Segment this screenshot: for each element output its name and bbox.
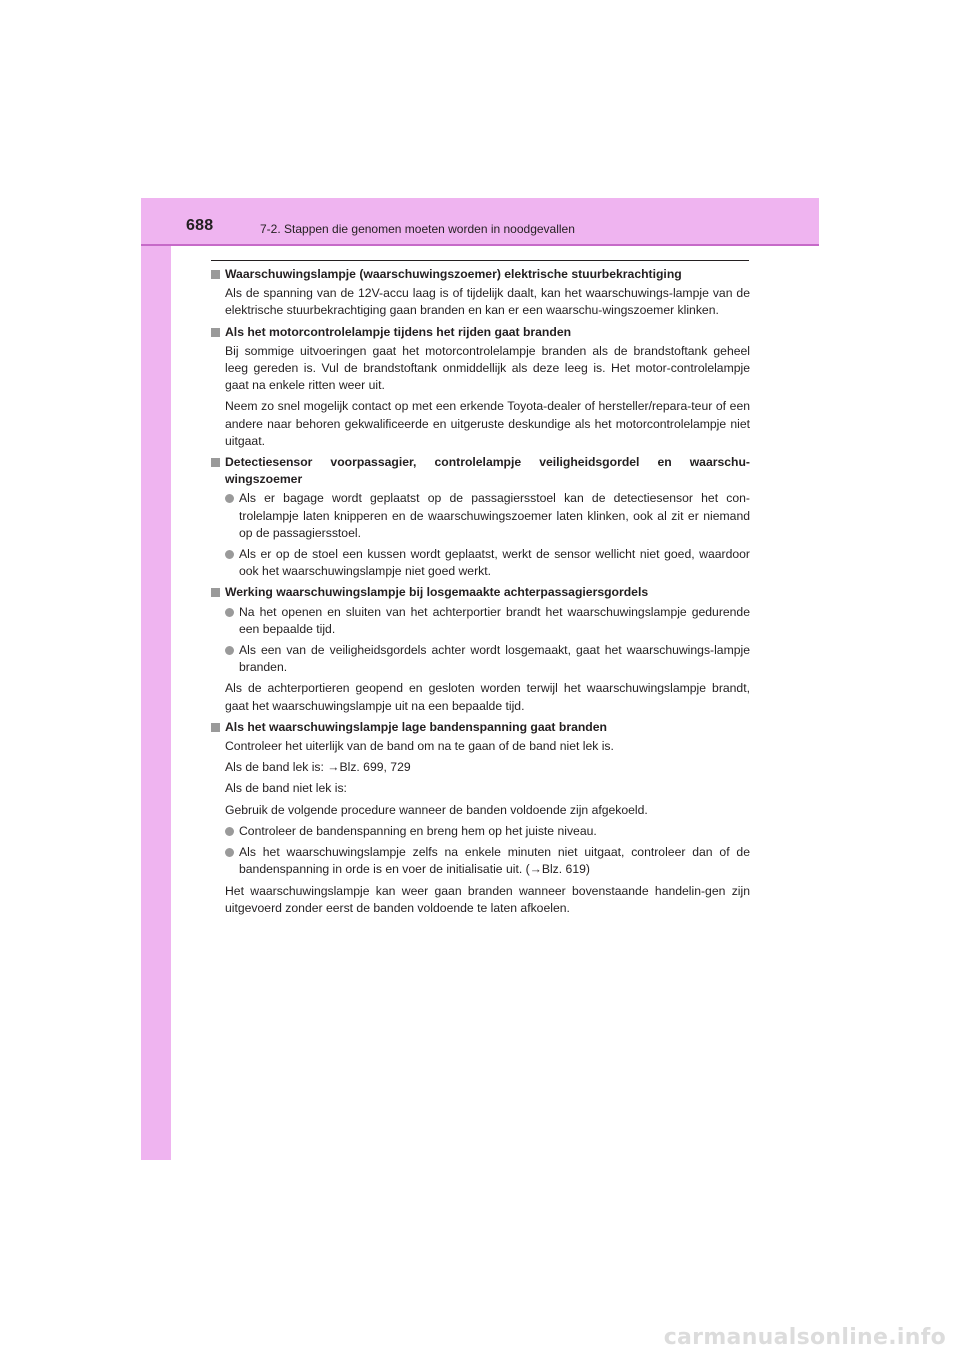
round-bullet-icon — [225, 608, 234, 617]
section-tire-pressure — [211, 719, 750, 917]
section-power-steering — [211, 266, 750, 320]
round-bullet-icon — [225, 827, 234, 836]
round-bullet-icon — [225, 646, 234, 655]
round-bullet-icon — [225, 848, 234, 857]
section-heading: Waarschuwingslampje (waarschuwingszoemer) elektrische stuurbekrachtiging — [211, 266, 750, 283]
watermark: carmanualsonline.info — [663, 1325, 946, 1350]
square-bullet-icon — [211, 458, 220, 467]
side-tab-strip — [141, 198, 171, 1160]
list-item: Na het openen en sluiten van het achterportier brandt het waarschuwingslampje gedurende een bepaalde tijd. — [211, 604, 750, 638]
list-item: Als een van de veiligheidsgordels achter wordt losgemaakt, gaat het waarschuwings-lampje branden. — [211, 642, 750, 676]
section-passenger-sensor — [211, 454, 750, 580]
list-item: Als het waarschuwingslampje zelfs na enkele minuten niet uitgaat, controleer dan of de bandenspanning in orde is en voer de initialisatie uit. (→Blz. 619) — [211, 844, 750, 878]
section-title: 7-2. Stappen die genomen moeten worden in noodgevallen — [260, 222, 575, 236]
square-bullet-icon — [211, 723, 220, 732]
content-divider — [211, 260, 749, 261]
paragraph: Controleer het uiterlijk van de band om na te gaan of de band niet lek is. — [225, 739, 614, 754]
square-bullet-icon — [211, 328, 220, 337]
paragraph: Als de achterportieren geopend en gesloten worden terwijl het waarschuwingslampje brandt, gaat het waarschuwingslampje uit na een bepaalde tijd. — [225, 681, 750, 713]
header-band — [141, 198, 819, 244]
paragraph: Bij sommige uitvoeringen gaat het motorcontrolelampje branden als de brandstoftank geheel leeg gereden is. Vul de brandstoftank onmiddellijk als deze leeg is. Het motor-controlelampje gaat na enkele ritten weer uit. — [225, 343, 750, 393]
list-item: Als er op de stoel een kussen wordt geplaatst, werkt de sensor wellicht niet goed, waardoor ook het waarschuwingslampje niet goed werkt. — [211, 546, 750, 580]
section-heading: Als het motorcontrolelampje tijdens het rijden gaat branden — [211, 324, 750, 341]
paragraph: Neem zo snel mogelijk contact op met een erkende Toyota-dealer of hersteller/repara-teur of een andere naar behoren gekwalificeerde en uitgeruste deskundige als het motorcontrolelampje niet uitgaat. — [225, 399, 750, 448]
round-bullet-icon — [225, 550, 234, 559]
paragraph: Het waarschuwingslampje kan weer gaan branden wanneer bovenstaande handelin-gen zijn uitgevoerd zonder eerst de banden voldoende te laten afkoelen. — [225, 883, 750, 915]
section-rear-seatbelts — [211, 584, 750, 714]
section-engine-light — [211, 324, 750, 450]
page-number: 688 — [186, 217, 214, 234]
round-bullet-icon — [225, 494, 234, 503]
list-item: Als er bagage wordt geplaatst op de passagiersstoel kan de detectiesensor het con-trolelampje laten knipperen en de waarschuwingszoemer laten klinken, ook al zit er niemand op de passagiersstoel. — [211, 490, 750, 542]
square-bullet-icon — [211, 270, 220, 279]
list-item: Controleer de bandenspanning en breng hem op het juiste niveau. — [211, 823, 750, 840]
paragraph: Als de spanning van de 12V-accu laag is of tijdelijk daalt, kan het waarschuwings-lampje van de elektrische stuurbekrachtiging gaan branden en kan er een waarschu-wingszoemer klinken. — [225, 286, 750, 318]
section-heading: Detectiesensor voorpassagier, controlelampje veiligheidsgordel en waarschu-wingszoemer — [211, 454, 750, 488]
section-heading: Werking waarschuwingslampje bij losgemaakte achterpassagiersgordels — [211, 584, 750, 601]
main-content — [211, 266, 750, 921]
square-bullet-icon — [211, 588, 220, 597]
header-rule — [141, 244, 819, 246]
section-heading: Als het waarschuwingslampje lage bandenspanning gaat branden — [211, 719, 750, 736]
paragraph: Gebruik de volgende procedure wanneer de banden voldoende zijn afgekoeld. — [225, 802, 648, 817]
page-reference: Als de band lek is: →Blz. 699, 729 — [225, 760, 411, 775]
paragraph: Als de band niet lek is: — [225, 781, 347, 796]
